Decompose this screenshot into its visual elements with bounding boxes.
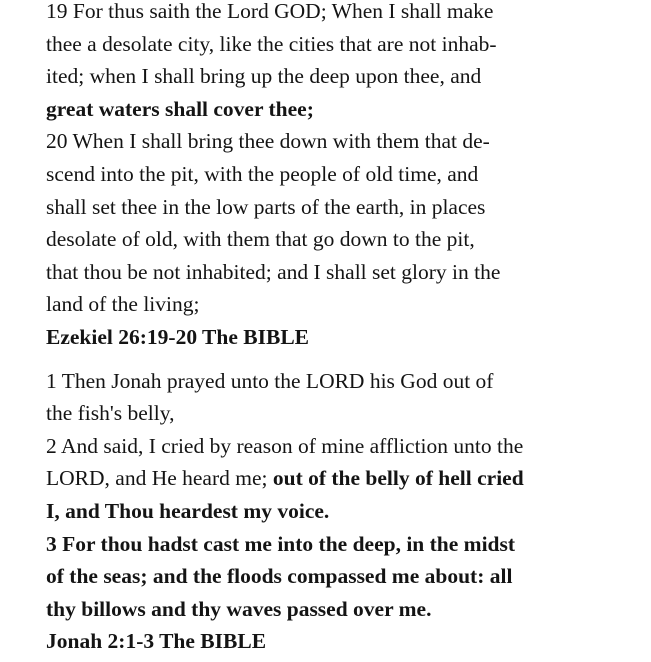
verse-text: scend into the pit, with the people of old time, and — [46, 161, 479, 186]
verse-text: 1 Then Jonah prayed unto the LORD his God out of — [46, 368, 494, 393]
verse-line — [46, 158, 626, 191]
verse-text: shall set thee in the low parts of the earth, in places — [46, 194, 486, 219]
verse-line — [46, 191, 626, 224]
verse-line — [46, 397, 626, 430]
verse-text-bold: 3 For thou hadst cast me into the deep, in the midst — [46, 531, 516, 556]
verse-line — [46, 560, 626, 593]
verse-line — [46, 430, 626, 463]
verse-line — [46, 495, 626, 528]
citation-ezekiel: Ezekiel 26:19-20 The BIBLE — [46, 324, 309, 349]
verse-text: LORD, and He heard me; — [46, 466, 273, 491]
verse-line — [46, 60, 626, 93]
verse-line — [46, 528, 626, 561]
citation-jonah: Jonah 2:1-3 The BIBLE — [46, 629, 267, 654]
verse-line — [46, 93, 626, 126]
verse-text: the fish's belly, — [46, 401, 175, 426]
verse-text-bold: out of the belly of hell cried — [272, 466, 524, 491]
verse-text-bold: great waters shall cover thee; — [46, 96, 314, 121]
verse-text: land of the living; — [46, 292, 200, 317]
verse-line — [46, 125, 626, 158]
verse-line — [46, 365, 626, 398]
verse-line — [46, 0, 626, 28]
verse-text-bold: I, and Thou heardest my voice. — [46, 498, 330, 523]
verse-text-bold: of the seas; and the floods compassed me about: all — [46, 564, 513, 589]
verse-line — [46, 28, 626, 61]
verse-text: ited; when I shall bring up the deep upon thee, and — [46, 64, 482, 89]
verse-text: that thou be not inhabited; and I shall set glory in the — [46, 259, 501, 284]
verse-line — [46, 256, 626, 289]
passage-ezekiel — [46, 0, 626, 321]
verse-text: 20 When I shall bring thee down with them that de- — [46, 129, 490, 154]
verse-text: desolate of old, with them that go down to the pit, — [46, 227, 475, 252]
scripture-page — [46, 0, 626, 658]
verse-text-bold: thy billows and thy waves passed over me. — [46, 596, 432, 621]
verse-line — [46, 223, 626, 256]
verse-line — [46, 288, 626, 321]
verse-text: 2 And said, I cried by reason of mine affliction unto the — [46, 433, 524, 458]
verse-text: 19 For thus saith the Lord GOD; When I shall make — [46, 0, 494, 23]
passage-separator — [46, 354, 626, 365]
passage-jonah — [46, 365, 626, 626]
verse-line — [46, 593, 626, 626]
verse-text: thee a desolate city, like the cities that are not inhab- — [46, 31, 497, 56]
verse-line — [46, 462, 626, 495]
